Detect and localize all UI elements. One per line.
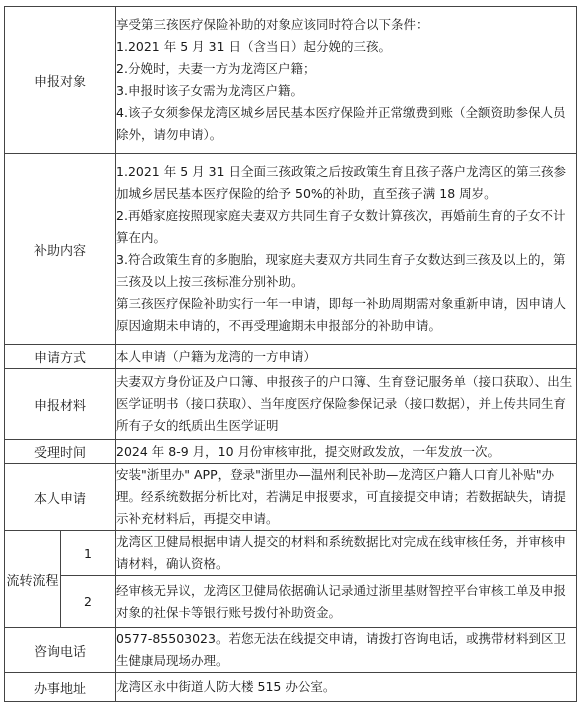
row-label: 本人申请	[5, 464, 116, 531]
step-content: 龙湾区卫健局根据申请人提交的材料和系统数据比对完成在线审核任务，并审核申请材料，确认资格。	[116, 531, 577, 576]
list-item: 3.申报时该子女需为龙湾区户籍。	[116, 83, 303, 98]
row-materials	[5, 369, 577, 440]
row-process-step-1	[5, 531, 577, 576]
step-content: 经审核无异议，龙湾区卫健局依据确认记录通过浙里基财智控平台审核工单及申报对象的社保卡等银行账号拨付补助资金。	[116, 576, 577, 628]
list-item: 2.分娩时，夫妻一方为龙湾区户籍；	[116, 61, 316, 76]
row-content: 本人申请（户籍为龙湾的一方申请）	[116, 345, 577, 369]
policy-table	[4, 6, 577, 702]
list-item: 2.再婚家庭按照现家庭夫妻双方共同生育子女数计算孩次，再婚前生育的子女不计算在内。	[116, 208, 566, 245]
list-item: 1.2021 年 5 月 31 日（含当日）起分娩的三孩。	[116, 39, 391, 54]
row-label: 办事地址	[5, 673, 116, 702]
step-number: 2	[61, 576, 116, 628]
row-label: 受理时间	[5, 440, 116, 464]
row-content: 龙湾区永中街道人防大楼 515 办公室。	[116, 673, 577, 702]
row-process-step-2	[5, 576, 577, 628]
row-content	[116, 154, 577, 345]
row-content: 夫妻双方身份证及户口簿、申报孩子的户口簿、生育登记服务单（接口获取）、出生医学证明书（接口获取）、当年度医疗保险参保记录（接口数据），并上传共同生育所有子女的纸质出生医学证明	[116, 369, 577, 440]
row-subsidy	[5, 154, 577, 345]
row-label: 流转流程	[5, 531, 61, 628]
row-method	[5, 345, 577, 369]
row-label: 申报材料	[5, 369, 116, 440]
row-label: 咨询电话	[5, 628, 116, 673]
row-content: 安装"浙里办" APP，登录"浙里办—温州利民补助—龙湾区户籍人口育儿补贴"办理。经系统数据分析比对，若满足申报要求，可直接提交申请；若数据缺失，请提示补充材料后，再提交申请。	[116, 464, 577, 531]
row-content: 0577-85503023。若您无法在线提交申请，请拨打咨询电话，或携带材料到区卫生健康局现场办理。	[116, 628, 577, 673]
row-label: 申报对象	[5, 7, 116, 154]
row-address	[5, 673, 577, 702]
list-item: 享受第三孩医疗保险补助的对象应该同时符合以下条件：	[116, 17, 429, 32]
row-time	[5, 440, 577, 464]
list-item: 1.2021 年 5 月 31 日全面三孩政策之后按政策生育且孩子落户龙湾区的第三孩参加城乡居民基本医疗保险的给予 50%的补助，直至孩子满 18 周岁。	[116, 164, 566, 201]
list-item: 第三孩医疗保险补助实行一年一申请，即每一补助周期需对象重新申请，因申请人原因逾期未申请的，不再受理逾期未申报部分的补助申请。	[116, 296, 567, 333]
row-label: 申请方式	[5, 345, 116, 369]
list-item: 3.符合政策生育的多胞胎，现家庭夫妻双方共同生育子女数达到三孩及以上的，第三孩及以上按三孩标准分别补助。	[116, 252, 566, 289]
row-phone	[5, 628, 577, 673]
step-number: 1	[61, 531, 116, 576]
list-item: 4.该子女须参保龙湾区城乡居民基本医疗保险并正常缴费到账（全额资助参保人员除外，请勿申请）。	[116, 105, 566, 142]
row-content	[116, 7, 577, 154]
row-content: 2024 年 8-9 月，10 月份审核审批，提交财政发放，一年发放一次。	[116, 440, 577, 464]
row-applicant	[5, 7, 577, 154]
row-label: 补助内容	[5, 154, 116, 345]
row-self-apply	[5, 464, 577, 531]
